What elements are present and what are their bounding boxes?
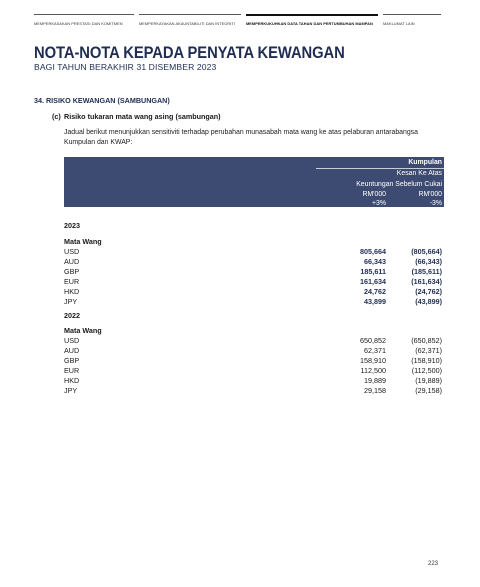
nav-item-akauntabiliti[interactable]: MEMPERKAYAKAN AKAUNTABILITI DAN INTEGRITI: [139, 14, 241, 28]
value-plus-3: 112,500: [360, 366, 386, 375]
table-header: [64, 157, 444, 207]
table-row: [64, 366, 442, 376]
value-minus-3: (650,852): [411, 336, 442, 345]
table-row: [64, 386, 442, 396]
profit-label: Keuntungan Sebelum Cukai: [356, 181, 442, 188]
currency-code: JPY: [64, 386, 78, 395]
value-minus-3: (62,371): [415, 346, 442, 355]
table-row: [64, 247, 442, 257]
currency-code: AUD: [64, 346, 80, 355]
top-navigation: [34, 14, 446, 28]
value-minus-3: (112,500): [411, 366, 442, 375]
value-plus-3: 43,899: [364, 297, 386, 306]
table-row: [64, 257, 442, 267]
value-minus-3: (805,664): [411, 247, 442, 256]
unit-label-down: RM'000: [418, 191, 442, 198]
table-row: [64, 267, 442, 277]
page-subtitle: BAGI TAHUN BERAKHIR 31 DISEMBER 2023: [34, 62, 217, 72]
subsection-title: Risiko tukaran mata wang asing (sambungan): [64, 112, 221, 121]
value-minus-3: (19,889): [415, 376, 442, 385]
table-row: [64, 346, 442, 356]
value-plus-3: 650,852: [360, 336, 386, 345]
currency-code: HKD: [64, 287, 80, 296]
change-up-label: +3%: [372, 200, 386, 207]
value-minus-3: (158,910): [411, 356, 442, 365]
year-label-2022: 2022: [64, 311, 80, 320]
table-row: [64, 336, 442, 346]
currency-code: GBP: [64, 356, 80, 365]
currency-code: GBP: [64, 267, 80, 276]
currency-code: USD: [64, 336, 80, 345]
nav-item-data-tahan[interactable]: MEMPERKUKUHKAN DATA TAHAN DAN PERTUMBUHAN MAMPAN: [246, 14, 378, 28]
nav-item-maklumat-lain[interactable]: MAKLUMAT LAIN: [383, 14, 441, 28]
value-minus-3: (24,762): [415, 287, 442, 296]
value-minus-3: (161,634): [411, 277, 442, 286]
table-row: [64, 356, 442, 366]
value-minus-3: (185,611): [411, 267, 442, 276]
page-number: 223: [428, 561, 439, 567]
value-minus-3: (66,343): [415, 257, 442, 266]
subsection-letter: (c): [52, 112, 61, 121]
currency-code: EUR: [64, 277, 80, 286]
value-plus-3: 158,910: [360, 356, 386, 365]
currency-code: EUR: [64, 366, 80, 375]
currency-code: AUD: [64, 257, 80, 266]
header-divider: [316, 168, 444, 169]
table-row: [64, 376, 442, 386]
value-plus-3: 24,762: [364, 287, 386, 296]
currency-code: JPY: [64, 297, 78, 306]
unit-label-up: RM'000: [362, 191, 386, 198]
table-row: [64, 297, 442, 307]
value-minus-3: (29,158): [415, 386, 442, 395]
value-plus-3: 185,611: [360, 267, 386, 276]
value-minus-3: (43,899): [415, 297, 442, 306]
value-plus-3: 805,664: [360, 247, 386, 256]
currency-code: USD: [64, 247, 80, 256]
change-down-label: -3%: [429, 200, 442, 207]
currency-column-label: Mata Wang: [64, 326, 102, 335]
year-label-2023: 2023: [64, 221, 80, 230]
effect-label: Kesan Ke Atas: [396, 170, 442, 177]
nav-item-prestasi[interactable]: MEMPERKASAKAN PRESTASI DAN KOMITMEN: [34, 14, 134, 28]
currency-column-label: Mata Wang: [64, 237, 102, 246]
section-heading: 34. RISIKO KEWANGAN (SAMBUNGAN): [34, 96, 170, 105]
value-plus-3: 66,343: [364, 257, 386, 266]
value-plus-3: 161,634: [360, 277, 386, 286]
value-plus-3: 29,158: [364, 386, 386, 395]
table-row: [64, 277, 442, 287]
value-plus-3: 62,371: [364, 346, 386, 355]
group-label: Kumpulan: [408, 159, 442, 166]
value-plus-3: 19,889: [364, 376, 386, 385]
page-title: NOTA-NOTA KEPADA PENYATA KEWANGAN: [34, 43, 345, 62]
table-row: [64, 287, 442, 297]
currency-code: HKD: [64, 376, 80, 385]
intro-paragraph: Jadual berikut menunjukkan sensitiviti terhadap perubahan munasabah mata wang ke atas pelaburan antarabangsa Kumpulan dan KWAP:: [64, 129, 418, 146]
